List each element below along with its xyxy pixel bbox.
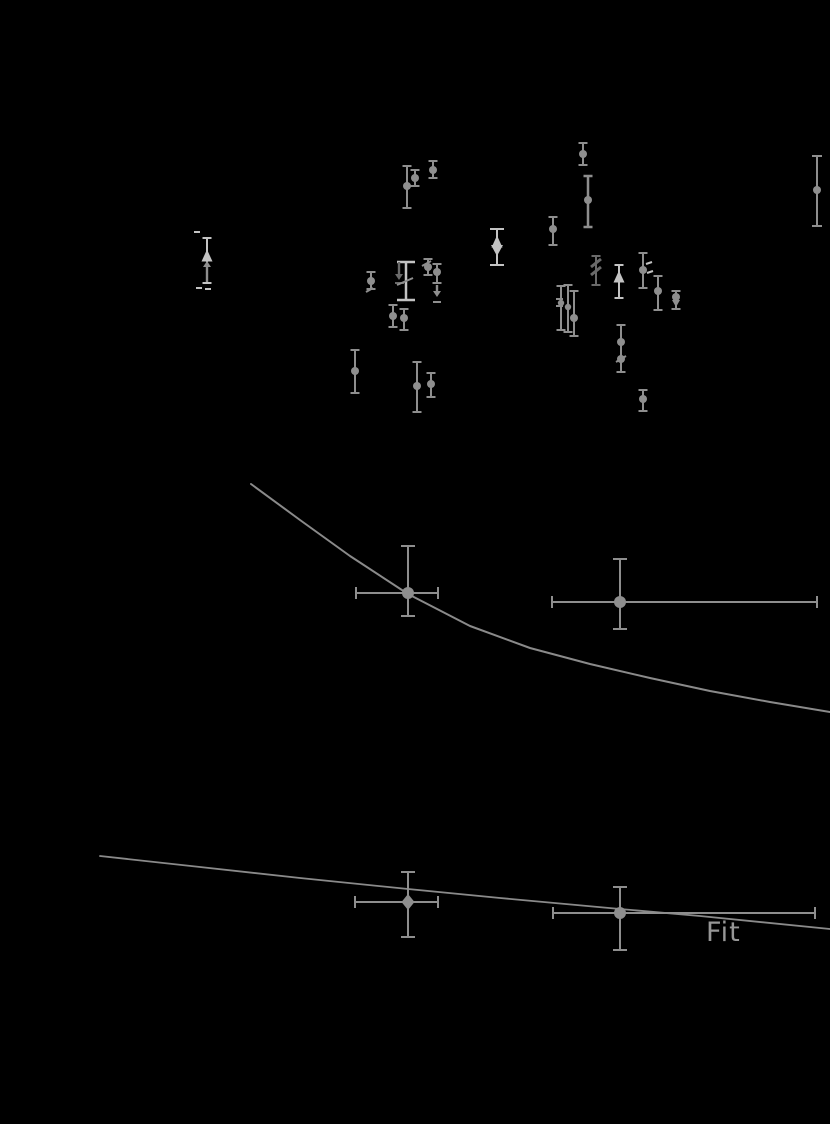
fit-line-label: Fit bbox=[706, 917, 741, 948]
marker-circle bbox=[413, 382, 421, 390]
marker-triangle-up bbox=[202, 250, 213, 262]
marker-circle bbox=[672, 293, 680, 301]
marker-circle bbox=[402, 587, 414, 599]
marker-circle bbox=[403, 182, 411, 190]
marker-circle bbox=[570, 314, 578, 322]
marker-circle bbox=[427, 380, 435, 388]
limit-arrow-head-down bbox=[433, 291, 441, 297]
marker-circle bbox=[411, 174, 419, 182]
marker-circle bbox=[813, 186, 821, 194]
marker-circle bbox=[400, 314, 408, 322]
marker-triangle-down bbox=[491, 245, 503, 256]
marker-circle bbox=[433, 268, 441, 276]
marker-diamond bbox=[402, 894, 415, 910]
marker-circle bbox=[639, 395, 647, 403]
marker-circle bbox=[617, 338, 625, 346]
limit-arrow-head-down bbox=[395, 274, 403, 280]
marker-circle bbox=[389, 312, 397, 320]
marker-circle bbox=[579, 150, 587, 158]
marker-circle bbox=[367, 277, 375, 285]
dash-mark bbox=[646, 262, 652, 264]
marker-circle bbox=[565, 304, 571, 310]
marker-circle bbox=[639, 266, 647, 274]
limit-arrow-head-up bbox=[203, 261, 211, 267]
marker-triangle-up bbox=[614, 271, 625, 283]
model-curve bbox=[251, 484, 830, 712]
marker-circle bbox=[654, 287, 662, 295]
marker-circle bbox=[614, 907, 626, 919]
dash-mark bbox=[647, 271, 653, 273]
marker-circle bbox=[614, 596, 626, 608]
marker-circle bbox=[429, 166, 437, 174]
marker-circle bbox=[584, 196, 592, 204]
marker-triangle-down bbox=[672, 300, 680, 307]
marker-circle bbox=[549, 225, 557, 233]
marker-circle bbox=[351, 367, 359, 375]
